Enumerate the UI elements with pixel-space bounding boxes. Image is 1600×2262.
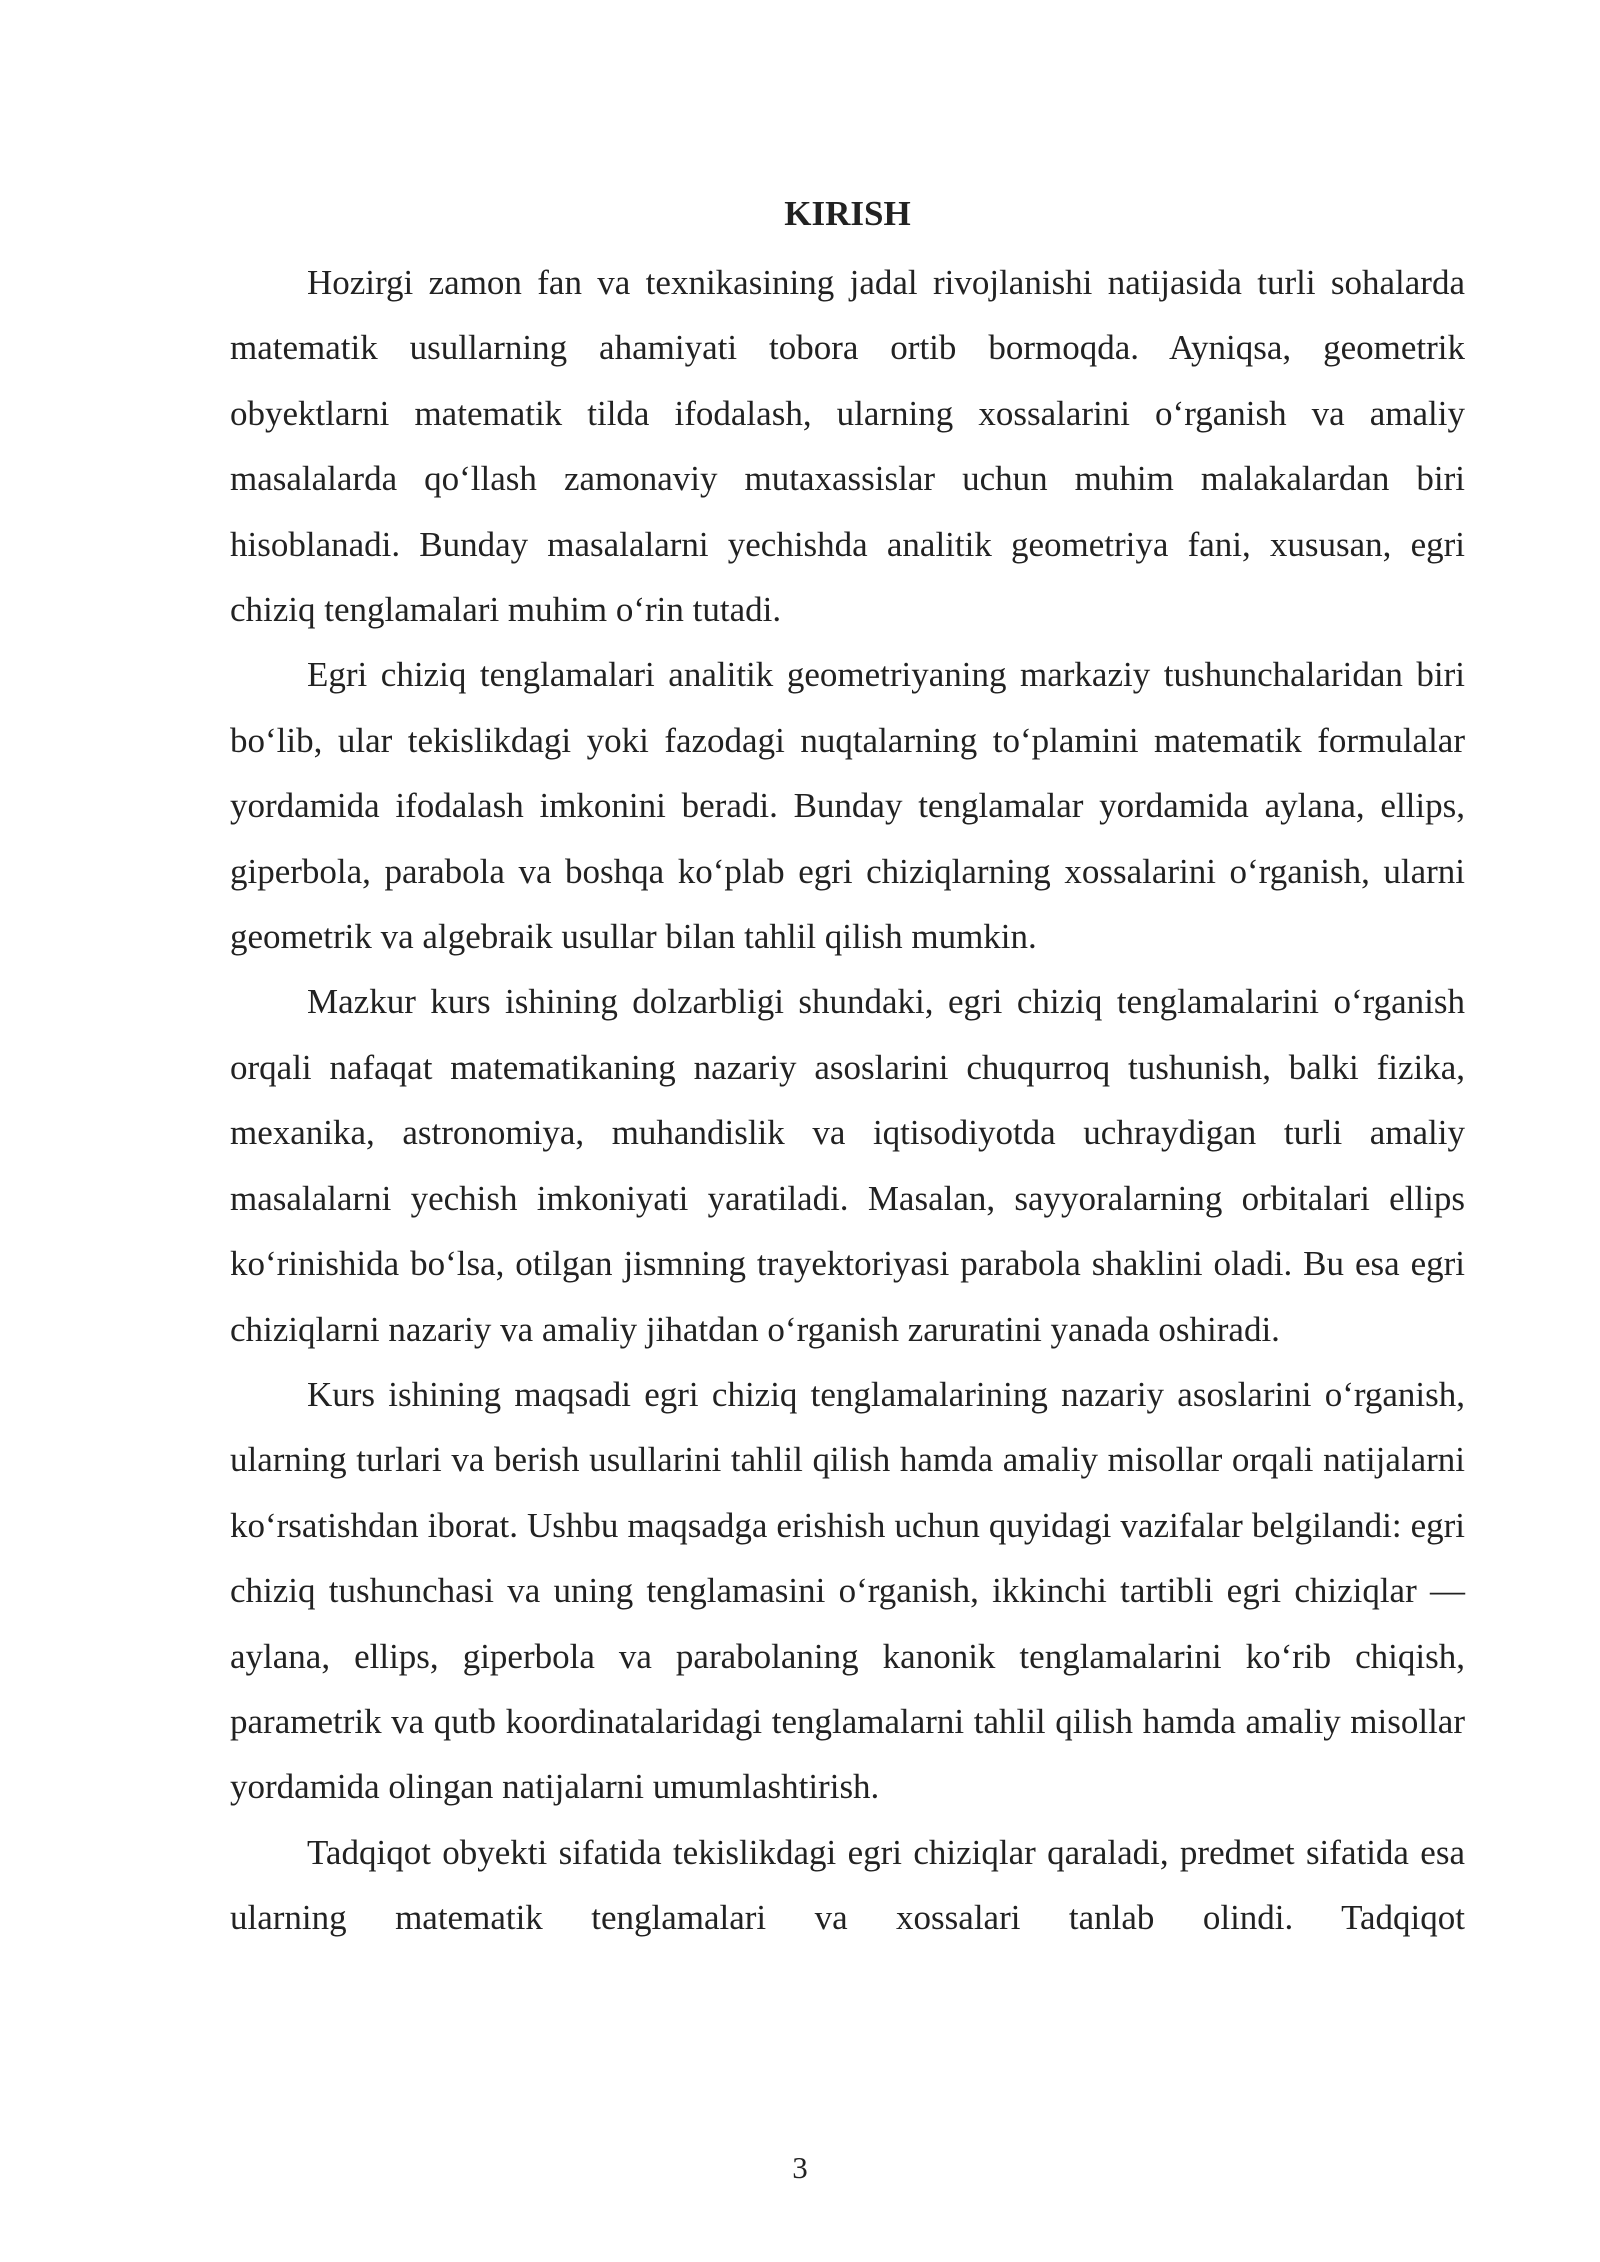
paragraph-goal: Kurs ishining maqsadi egri chiziq tenglamalarining nazariy asoslarini o‘rganish, ularning turlari va berish usullarini tahlil qilish hamda amaliy misollar orqali natijalarni ko‘rsatishdan iborat. Ushbu maqsadga erishish uchun quyidagi vazifalar belgilandi: egri chiziq tushunchasi va uning tenglamasini o‘rganish, ikkinchi tartibli egri chiziqlar — aylana, ellips, giperbola va parabolaning kanonik tenglamalarini ko‘rib chiqish, parametrik va qutb koordinatalaridagi tenglamalarni tahlil qilish hamda amaliy misollar yordamida olingan natijalarni umumlashtirish. <box>230 1374 1465 1807</box>
page-number: 3 <box>792 2150 808 2185</box>
page-heading: KIRISH <box>784 194 911 233</box>
page-content <box>230 188 1465 1951</box>
paragraph-curve-equations: Egri chiziq tenglamalari analitik geometriyaning markaziy tushunchalaridan biri bo‘lib, ular tekislikdagi yoki fazodagi nuqtalarning to‘plamini matematik formulalar yordamida ifodalash imkonini beradi. Bunday tenglamalar yordamida aylana, ellips, giperbola, parabola va boshqa ko‘plab egri chiziqlarning xossalarini o‘rganish, ularni geometrik va algebraik usullar bilan tahlil qilish mumkin. <box>230 655 1465 957</box>
paragraph-relevance: Mazkur kurs ishining dolzarbligi shundaki, egri chiziq tenglamalarini o‘rganish orqali nafaqat matematikaning nazariy asoslarini chuqurroq tushunish, balki fizika, mexanika, astronomiya, muhandislik va iqtisodiyotda uchraydigan turli amaliy masalalarni yechish imkoniyati yaratiladi. Masalan, sayyoralarning orbitalari ellips ko‘rinishida bo‘lsa, otilgan jismning trayektoriyasi parabola shaklini oladi. Bu esa egri chiziqlarni nazariy va amaliy jihatdan o‘rganish zaruratini yanada oshiradi. <box>230 982 1465 1349</box>
paragraph-research-object: Tadqiqot obyekti sifatida tekislikdagi egri chiziqlar qaraladi, predmet sifatida esa ularning matematik tenglamalari va xossalari tanlab olindi. Tadqiqot <box>230 1832 1465 1938</box>
paragraph-intro: Hozirgi zamon fan va texnikasining jadal rivojlanishi natijasida turli sohalarda matematik usullarning ahamiyati tobora ortib bormoqda. Ayniqsa, geometrik obyektlarni matematik tilda ifodalash, ularning xossalarini o‘rganish va amaliy masalalarda qo‘llash zamonaviy mutaxassislar uchun muhim malakalardan biri hisoblanadi. Bunday masalalarni yechishda analitik geometriya fani, xususan, egri chiziq tenglamalari muhim o‘rin tutadi. <box>230 263 1465 630</box>
